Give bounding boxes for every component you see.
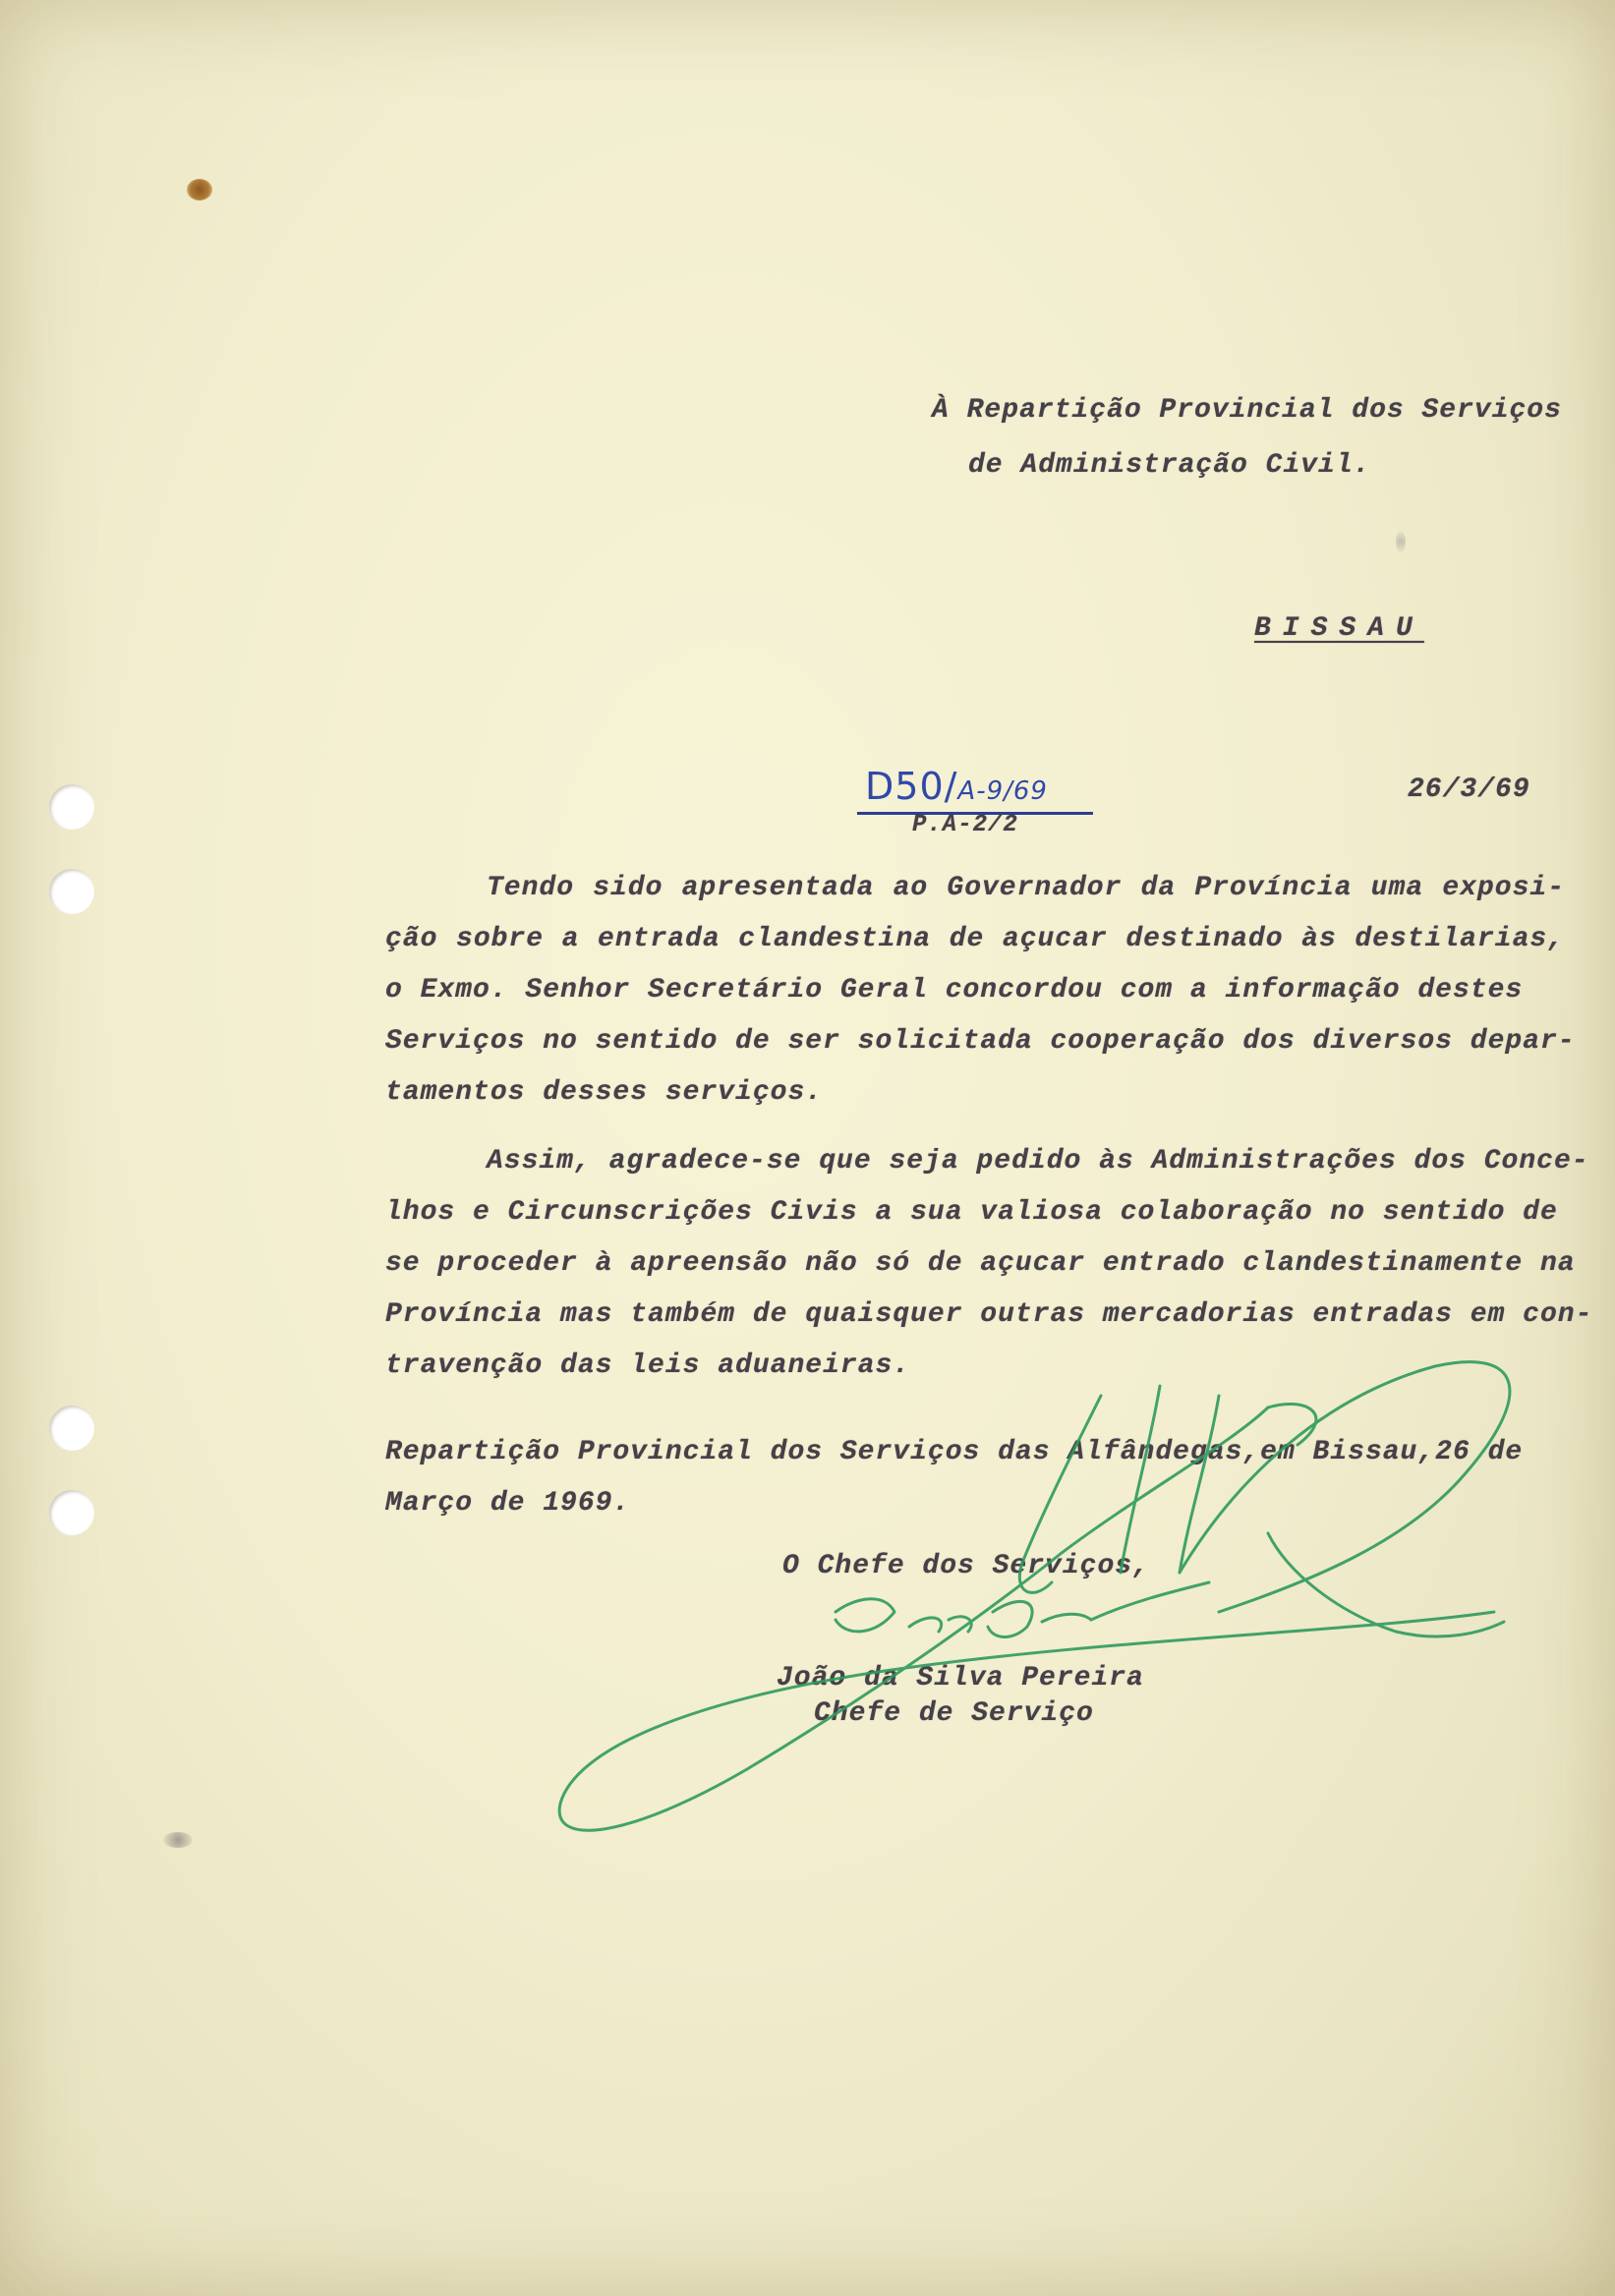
punch-hole xyxy=(49,869,94,914)
paragraph-2-line: travenção das leis aduaneiras. xyxy=(385,1350,911,1381)
punch-hole xyxy=(49,1490,94,1535)
reference-handwritten-number: D50/ xyxy=(865,765,958,808)
punch-hole xyxy=(49,784,94,830)
paragraph-2-line: lhos e Circunscrições Civis a sua valiosa colaboração no sentido de xyxy=(385,1197,1558,1228)
addressee-line-1: À Repartição Provincial dos Serviços xyxy=(932,395,1562,426)
reference-handwritten xyxy=(865,765,1048,808)
paragraph-1-line: Tendo sido apresentada ao Governador da Província uma exposi- xyxy=(487,873,1565,903)
document-date: 26/3/69 xyxy=(1408,775,1530,805)
signatory-salutation: O Chefe dos Serviços, xyxy=(782,1551,1150,1581)
addressee-line-2: de Administração Civil. xyxy=(968,450,1371,481)
paragraph-1-line: Serviços no sentido de ser solicitada cooperação dos diversos depar- xyxy=(385,1026,1576,1057)
signatory-title: Chefe de Serviço xyxy=(814,1698,1094,1729)
reference-handwritten-code: A-9/69 xyxy=(957,776,1048,806)
paragraph-2-line: Assim, agradece-se que seja pedido às Administrações dos Conce- xyxy=(487,1146,1589,1177)
city-heading: BISSAU xyxy=(1254,613,1424,644)
closing-line-1: Repartição Provincial dos Serviços das Alfândegas,em Bissau,26 de xyxy=(385,1437,1524,1467)
reference-typed-code: P.A-2/2 xyxy=(912,812,1018,838)
paragraph-1-line: tamentos desses serviços. xyxy=(385,1077,824,1108)
closing-line-2: Março de 1969. xyxy=(385,1488,631,1519)
smudge-mark xyxy=(163,1832,193,1848)
paragraph-2-line: se proceder à apreensão não só de açucar entrado clandestinamente na xyxy=(385,1248,1576,1279)
smudge-mark xyxy=(1396,531,1406,552)
paragraph-2-line: Província mas também de quaisquer outras mercadorias entradas em con- xyxy=(385,1299,1593,1330)
signatory-name: João da Silva Pereira xyxy=(777,1663,1144,1693)
paragraph-1-line: o Exmo. Senhor Secretário Geral concordou com a informação destes xyxy=(385,975,1524,1005)
ink-stain xyxy=(187,179,212,201)
punch-hole xyxy=(49,1406,94,1451)
paragraph-1-line: ção sobre a entrada clandestina de açucar destinado às destilarias, xyxy=(385,924,1565,954)
